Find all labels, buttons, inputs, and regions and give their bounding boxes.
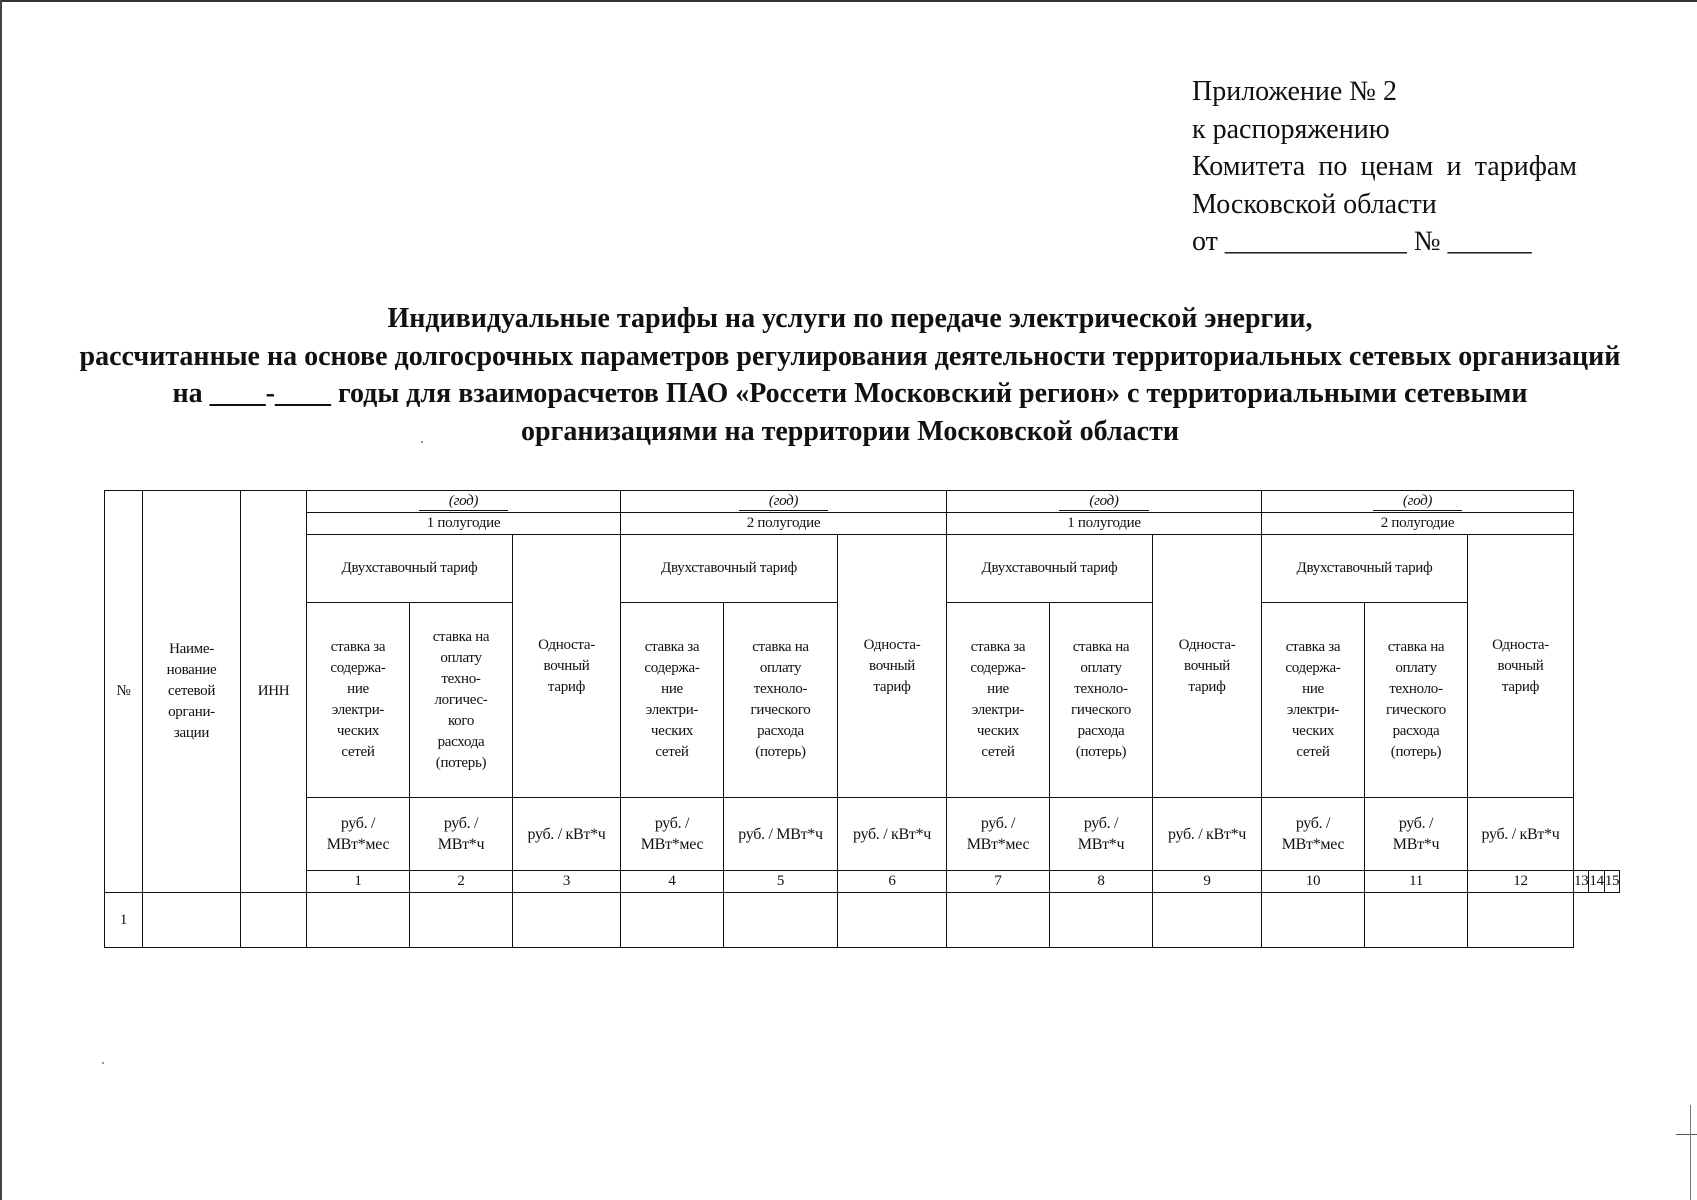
header-maintenance-rate: ставка за содержа- ние электри- ческих сетей <box>307 603 410 798</box>
header-one-part-tariff: Односта- вочный тариф <box>1153 535 1262 798</box>
header-two-part-tariff: Двухставочный тариф <box>307 535 513 603</box>
row-number: 1 <box>105 893 143 948</box>
appendix-number: Приложение № 2 <box>1192 76 1397 107</box>
table-cell <box>1468 893 1574 948</box>
header-half-year: 1 полугодие <box>947 513 1262 535</box>
year-label: (год) <box>419 493 508 511</box>
unit-cell: руб. / кВт*ч <box>1468 798 1574 871</box>
header-two-part-tariff: Двухставочный тариф <box>1262 535 1468 603</box>
unit-cell: руб. / МВт*ч <box>410 798 513 871</box>
column-number: 8 <box>1050 871 1153 893</box>
column-number: 7 <box>947 871 1050 893</box>
appendix-word: по <box>1318 151 1348 182</box>
table-cell <box>513 893 621 948</box>
header-maintenance-rate: ставка за содержа- ние электри- ческих сетей <box>947 603 1050 798</box>
header-loss-rate: ставка на оплату техноло- гического расхода (потерь) <box>1365 603 1468 798</box>
appendix-word: и <box>1446 151 1462 182</box>
header-number: № <box>105 491 143 893</box>
column-number: 10 <box>1262 871 1365 893</box>
appendix-word: тарифам <box>1474 151 1577 182</box>
column-number: 9 <box>1153 871 1262 893</box>
header-two-part-tariff: Двухставочный тариф <box>621 535 838 603</box>
appendix-order: к распоряжению <box>1192 113 1390 145</box>
column-number-row <box>105 871 1620 893</box>
column-number: 2 <box>410 871 513 893</box>
unit-cell: руб. / МВт*мес <box>1262 798 1365 871</box>
title-line: Индивидуальные тарифы на услуги по передаче электрической энергии, <box>387 303 1313 334</box>
column-number: 1 <box>307 871 410 893</box>
scan-mark <box>1690 1105 1691 1200</box>
unit-cell: руб. / МВт*ч <box>724 798 838 871</box>
unit-cell: руб. / кВт*ч <box>513 798 621 871</box>
column-number: 6 <box>838 871 947 893</box>
column-number: 5 <box>724 871 838 893</box>
year-label: (год) <box>739 493 828 511</box>
header-year <box>1262 491 1574 513</box>
title-line: рассчитанные на основе долгосрочных параметров регулирования деятельности территориальных сетевых организаций <box>79 340 1621 372</box>
header-one-part-tariff: Односта- вочный тариф <box>1468 535 1574 798</box>
header-half-year: 2 полугодие <box>1262 513 1574 535</box>
appendix-date-number: от _____________ № ______ <box>1192 226 1532 257</box>
table-cell <box>1262 893 1365 948</box>
header-loss-rate: ставка на оплату техноло- гического расхода (потерь) <box>1050 603 1153 798</box>
year-label: (год) <box>1373 493 1462 511</box>
appendix-word: Комитета <box>1192 151 1306 182</box>
header-half-year: 2 полугодие <box>621 513 947 535</box>
table-cell <box>724 893 838 948</box>
header-one-part-tariff: Односта- вочный тариф <box>838 535 947 798</box>
scan-mark <box>1676 1134 1697 1135</box>
table-cell <box>621 893 724 948</box>
appendix-block <box>1192 73 1592 261</box>
document-title <box>60 300 1640 450</box>
header-one-part-tariff: Односта- вочный тариф <box>513 535 621 798</box>
table-cell <box>1365 893 1468 948</box>
appendix-word: ценам <box>1360 151 1434 182</box>
column-number: 3 <box>513 871 621 893</box>
appendix-committee <box>1192 148 1577 186</box>
column-number: 15 <box>1604 871 1619 893</box>
unit-cell: руб. / МВт*мес <box>947 798 1050 871</box>
header-year <box>621 491 947 513</box>
unit-cell: руб. / МВт*мес <box>621 798 724 871</box>
table-cell <box>143 893 241 948</box>
unit-cell: руб. / МВт*ч <box>1050 798 1153 871</box>
table-row <box>105 893 1620 948</box>
unit-cell: руб. / кВт*ч <box>838 798 947 871</box>
header-loss-rate: ставка на оплату техно- логичес- кого расхода (потерь) <box>410 603 513 798</box>
table-cell <box>1050 893 1153 948</box>
page-left-edge <box>0 0 2 1200</box>
year-label: (год) <box>1059 493 1148 511</box>
unit-cell: руб. / МВт*ч <box>1365 798 1468 871</box>
title-line: организациями на территории Московской области <box>521 415 1179 447</box>
header-inn: ИНН <box>241 491 307 893</box>
appendix-region: Московской области <box>1192 188 1437 220</box>
table-cell <box>947 893 1050 948</box>
table-cell <box>241 893 307 948</box>
table-cell <box>410 893 513 948</box>
header-half-year: 1 полугодие <box>307 513 621 535</box>
header-loss-rate: ставка на оплату техноло- гического расхода (потерь) <box>724 603 838 798</box>
table-cell <box>307 893 410 948</box>
header-org-name: Наиме- нование сетевой органи- зации <box>143 491 241 893</box>
header-maintenance-rate: ставка за содержа- ние электри- ческих сетей <box>1262 603 1365 798</box>
column-number: 13 <box>1574 871 1589 893</box>
scan-speck <box>102 1062 104 1064</box>
table-cell <box>838 893 947 948</box>
column-number: 11 <box>1365 871 1468 893</box>
unit-cell: руб. / кВт*ч <box>1153 798 1262 871</box>
page-top-edge <box>0 0 1697 2</box>
column-number: 12 <box>1468 871 1574 893</box>
column-number: 14 <box>1589 871 1604 893</box>
header-maintenance-rate: ставка за содержа- ние электри- ческих сетей <box>621 603 724 798</box>
tariff-table <box>104 490 1620 948</box>
table-cell <box>1153 893 1262 948</box>
header-two-part-tariff: Двухставочный тариф <box>947 535 1153 603</box>
column-number: 4 <box>621 871 724 893</box>
title-line: на ____-____ годы для взаиморасчетов ПАО «Россети Московский регион» с территориальными сетевыми <box>172 378 1528 409</box>
unit-cell: руб. / МВт*мес <box>307 798 410 871</box>
header-year <box>307 491 621 513</box>
header-year <box>947 491 1262 513</box>
